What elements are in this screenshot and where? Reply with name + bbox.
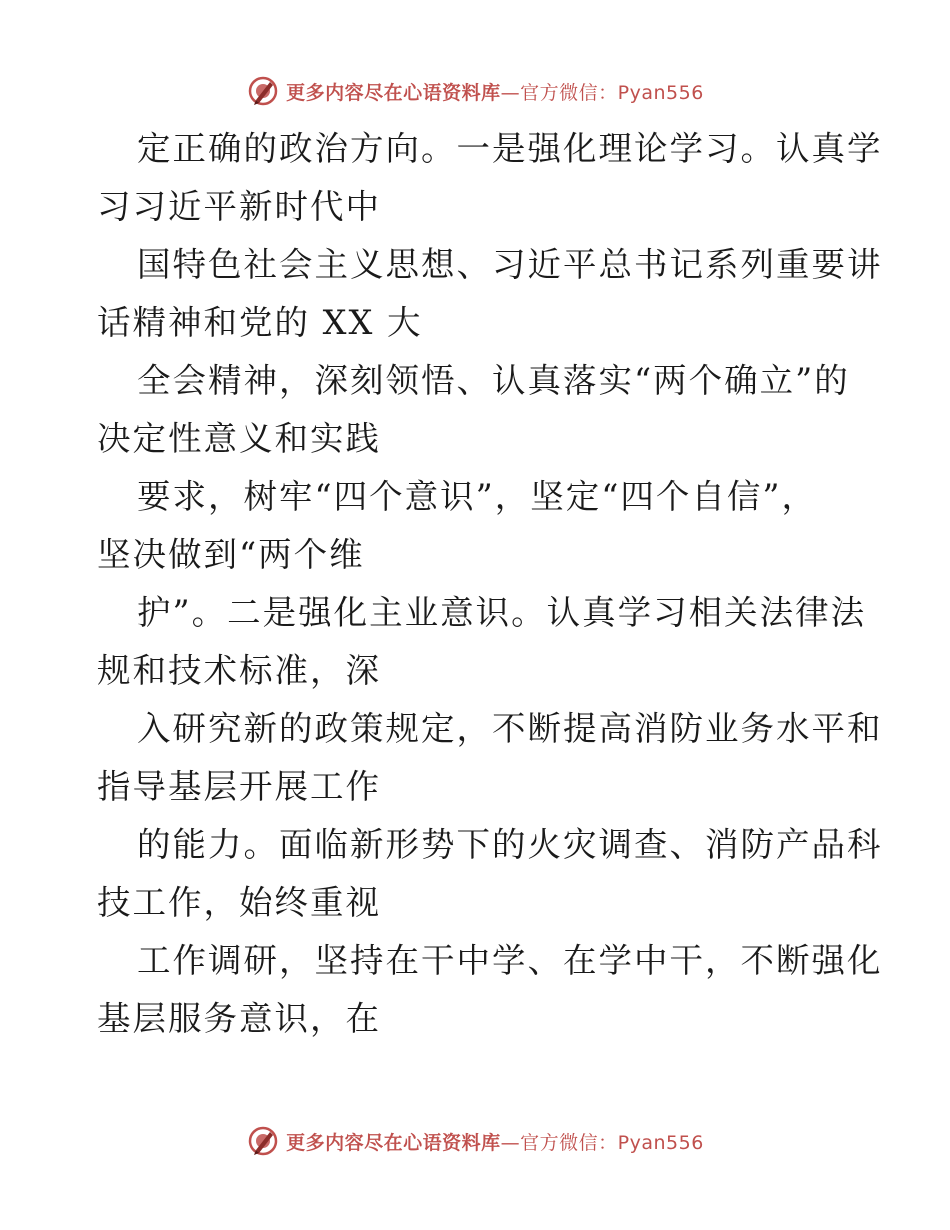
- body-line: 国特色社会主义思想、习近平总书记系列重要讲: [137, 245, 883, 284]
- body-line: 要求，树牢“四个意识”，坚定“四个自信”，: [137, 477, 818, 516]
- document-body: [97, 120, 883, 1048]
- body-line: 工作调研，坚持在干中学、在学中干，不断强化: [137, 941, 883, 980]
- pen-nib-logo-icon: [246, 74, 280, 108]
- footer-separator: —: [500, 1131, 521, 1154]
- pen-nib-logo-icon: [246, 1124, 280, 1158]
- body-line: 指导基层开展工作: [97, 767, 381, 806]
- body-line: 入研究新的政策规定，不断提高消防业务水平和: [137, 709, 883, 748]
- header-separator: —: [500, 81, 521, 104]
- body-line: 护”。二是强化主业意识。认真学习相关法律法: [137, 593, 867, 632]
- footer-banner-text: [286, 1128, 704, 1155]
- header-banner-text: [286, 78, 704, 105]
- body-line: 话精神和党的 XX 大: [97, 303, 423, 342]
- footer-contact: 官方微信：Pyan556: [520, 1131, 704, 1154]
- body-line: 技工作，始终重视: [97, 883, 381, 922]
- footer-brand: 更多内容尽在心语资料库: [286, 1131, 501, 1154]
- body-line: 规和技术标准，深: [97, 651, 381, 690]
- header-brand: 更多内容尽在心语资料库: [286, 81, 501, 104]
- footer-banner: [0, 1121, 950, 1161]
- body-line: 全会精神，深刻领悟、认真落实“两个确立”的: [137, 361, 850, 400]
- body-line: 定正确的政治方向。一是强化理论学习。认真学: [137, 129, 883, 168]
- body-line: 决定性意义和实践: [97, 419, 381, 458]
- body-line: 坚决做到“两个维: [97, 535, 365, 574]
- body-line: 习习近平新时代中: [97, 187, 381, 226]
- header-banner: [0, 71, 950, 111]
- header-contact: 官方微信：Pyan556: [520, 81, 704, 104]
- body-line: 基层服务意识，在: [97, 999, 381, 1038]
- body-line: 的能力。面临新形势下的火灾调查、消防产品科: [137, 825, 883, 864]
